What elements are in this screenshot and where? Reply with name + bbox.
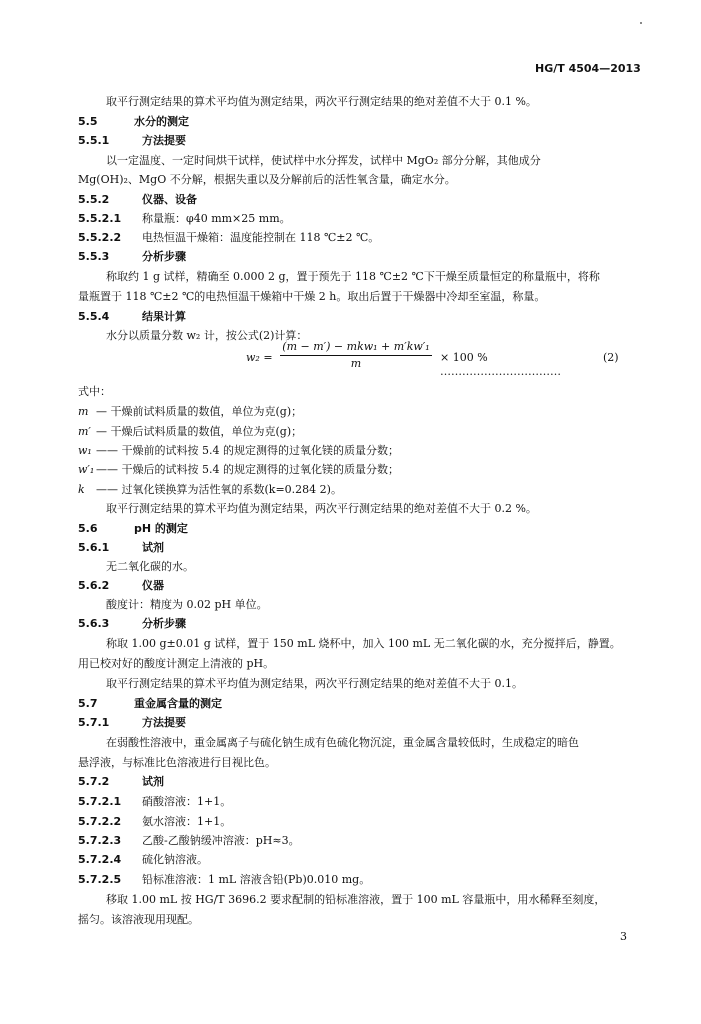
paragraph-line: 悬浮液，与标准比色溶液进行目视比色。 bbox=[78, 756, 276, 769]
formula-number: (2) bbox=[603, 351, 619, 364]
section-heading: 5.7 重金属含量的测定 bbox=[78, 697, 222, 710]
section-heading: 5.5 水分的测定 bbox=[78, 115, 189, 128]
paragraph-line: 无二氧化碳的水。 bbox=[106, 560, 194, 573]
section-heading: 5.5.3 分析步骤 bbox=[78, 250, 186, 263]
paragraph-line: 酸度计：精度为 0.02 pH 单位。 bbox=[106, 598, 268, 611]
scan-speck bbox=[640, 22, 642, 24]
clause-item: 5.7.2.3 乙酸-乙酸钠缓冲溶液：pH≈3。 bbox=[78, 834, 300, 847]
paragraph-line: 取平行测定结果的算术平均值为测定结果，两次平行测定结果的绝对差值不大于 0.1 %。 bbox=[106, 95, 537, 108]
paragraph-line: 水分以质量分数 w₂ 计，按公式(2)计算： bbox=[106, 329, 308, 342]
paragraph-line: 取平行测定结果的算术平均值为测定结果，两次平行测定结果的绝对差值不大于 0.1。 bbox=[106, 677, 523, 690]
clause-item: 5.7.2.2 氨水溶液：1+1。 bbox=[78, 815, 232, 828]
standard-number: HG/T 4504—2013 bbox=[535, 62, 641, 75]
variable-definition: w′₁ —— 干燥后的试料按 5.4 的规定测得的过氧化镁的质量分数； bbox=[78, 463, 399, 476]
section-heading: 5.6.2 仪器 bbox=[78, 579, 164, 592]
section-heading: 5.5.4 结果计算 bbox=[78, 310, 186, 323]
formula-numerator: (m − m′) − mkw₁ + m′kw′₁ bbox=[282, 340, 430, 353]
variable-definition: m′ — 干燥后试料质量的数值，单位为克(g)； bbox=[78, 425, 303, 438]
section-heading: 5.5.2 仪器、设备 bbox=[78, 193, 197, 206]
formula-fraction bbox=[280, 340, 592, 378]
clause-item: 5.7.2.1 硝酸溶液：1+1。 bbox=[78, 795, 232, 808]
formula-2 bbox=[246, 340, 628, 376]
section-heading: 5.7.2 试剂 bbox=[78, 775, 164, 788]
clause-item: 5.5.2.2 电热恒温干燥箱：温度能控制在 118 ℃±2 ℃。 bbox=[78, 231, 380, 244]
formula-tail: × 100 % …………………………… bbox=[440, 351, 561, 378]
page-number: 3 bbox=[620, 930, 627, 943]
paragraph-line: 以一定温度、一定时间烘干试样，使试样中水分挥发，试样中 MgO₂ 部分分解，其他成分 bbox=[106, 154, 541, 167]
section-heading: 5.5.1 方法提要 bbox=[78, 134, 186, 147]
variable-definition: w₁ —— 干燥前的试料按 5.4 的规定测得的过氧化镁的质量分数； bbox=[78, 444, 399, 457]
section-heading: 5.6 pH 的测定 bbox=[78, 522, 188, 535]
paragraph-line: 取平行测定结果的算术平均值为测定结果，两次平行测定结果的绝对差值不大于 0.2 %。 bbox=[106, 502, 537, 515]
section-heading: 5.6.1 试剂 bbox=[78, 541, 164, 554]
paragraph-line: 摇匀。该溶液现用现配。 bbox=[78, 913, 199, 926]
clause-item: 5.7.2.5 铅标准溶液：1 mL 溶液含铅(Pb)0.010 mg。 bbox=[78, 873, 371, 886]
section-heading: 5.6.3 分析步骤 bbox=[78, 617, 186, 630]
clause-item: 5.7.2.4 硫化钠溶液。 bbox=[78, 853, 208, 866]
paragraph-line: 式中： bbox=[78, 385, 111, 398]
paragraph-line: 用已校对好的酸度计测定上清液的 pH。 bbox=[78, 657, 275, 670]
formula-lhs: w₂ = bbox=[246, 351, 273, 364]
section-heading: 5.7.1 方法提要 bbox=[78, 716, 186, 729]
paragraph-line: 称取 1.00 g±0.01 g 试样，置于 150 mL 烧杯中，加入 100 mL 无二氧化碳的水，充分搅拌后，静置。 bbox=[106, 637, 621, 650]
paragraph-line: 量瓶置于 118 ℃±2 ℃的电热恒温干燥箱中干燥 2 h。取出后置于干燥器中冷却至室温，称量。 bbox=[78, 290, 546, 303]
paragraph-line: Mg(OH)₂、MgO 不分解，根据失重以及分解前后的活性氧含量，确定水分。 bbox=[78, 173, 456, 186]
formula-denominator: m bbox=[350, 357, 362, 370]
clause-item: 5.5.2.1 称量瓶：φ40 mm×25 mm。 bbox=[78, 212, 291, 225]
paragraph-line: 移取 1.00 mL 按 HG/T 3696.2 要求配制的铅标准溶液，置于 100 mL 容量瓶中，用水稀释至刻度， bbox=[106, 893, 606, 906]
paragraph-line: 称取约 1 g 试样，精确至 0.000 2 g，置于预先于 118 ℃±2 ℃下干燥至质量恒定的称量瓶中，将称 bbox=[106, 270, 600, 283]
fraction-bar bbox=[280, 355, 432, 356]
paragraph-line: 在弱酸性溶液中，重金属离子与硫化钠生成有色硫化物沉淀，重金属含量较低时，生成稳定的暗色 bbox=[106, 736, 579, 749]
variable-definition: m — 干燥前试料质量的数值，单位为克(g)； bbox=[78, 405, 303, 418]
variable-definition: k —— 过氧化镁换算为活性氧的系数(k=0.284 2)。 bbox=[78, 483, 342, 496]
